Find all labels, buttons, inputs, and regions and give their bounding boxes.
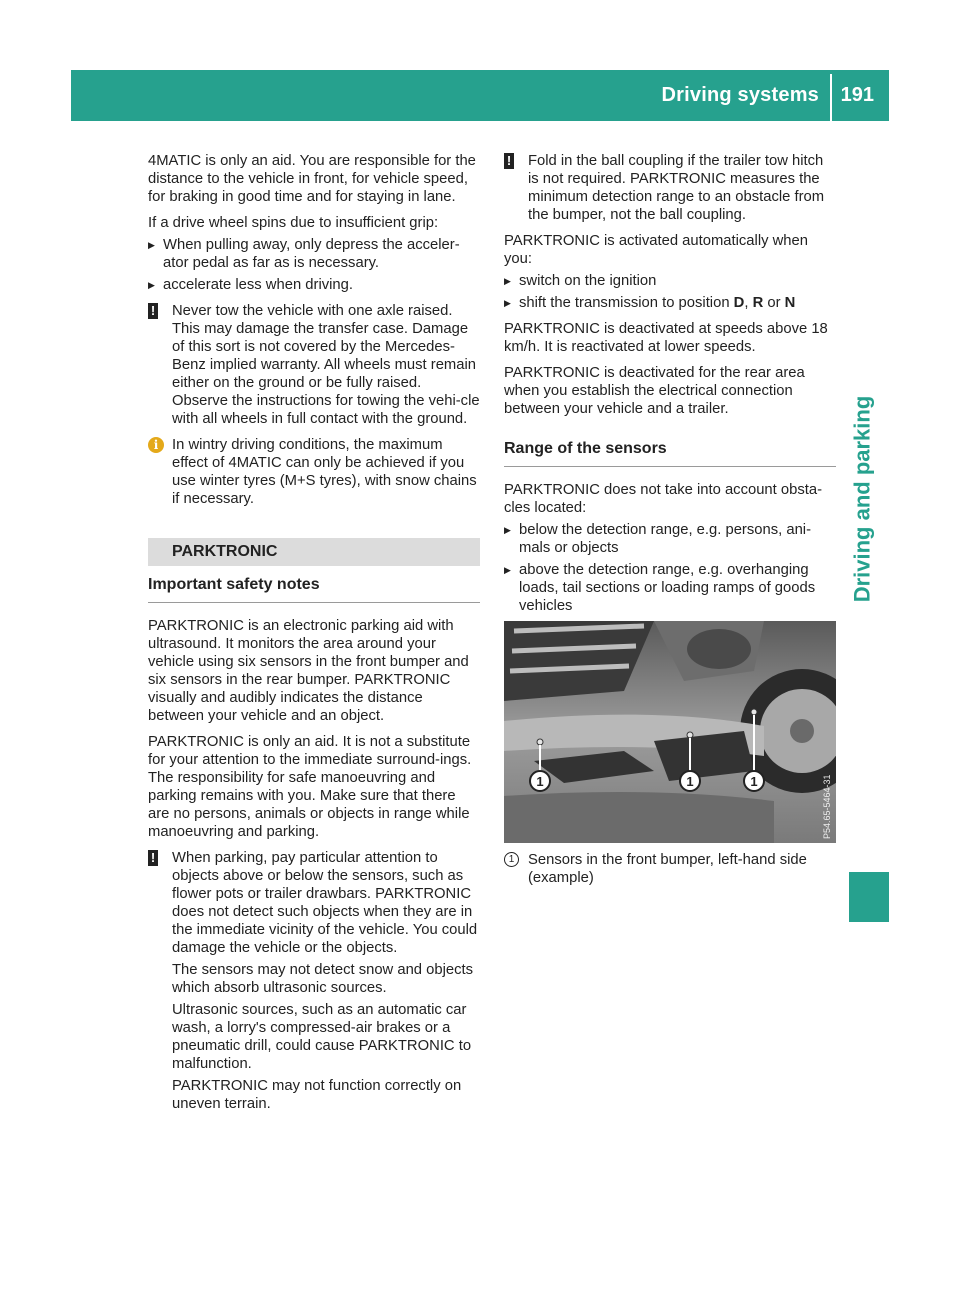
- warning-text: Never tow the vehicle with one axle raised. This may damage the transfer case. Damage of this sort is not covered by the Mercedes-Benz implied warranty. All wheels must remain either on the ground or be fully raised. Observe the instructions for towing the vehi-cle with all wheels in full contact with the ground.: [172, 303, 480, 427]
- gear-position-n: N: [784, 295, 796, 311]
- paragraph: PARKTRONIC is deactivated at speeds above 18 km/h. It is reactivated at lower speeds.: [504, 321, 828, 355]
- info-note: [148, 436, 480, 508]
- paragraph: PARKTRONIC is only an aid. It is not a substitute for your attention to the immediate surround-ings. The responsibility for safe manoeuvring and parking remains with you. Make sure that there are no persons, animals or objects in range while manoeuvring and parking.: [148, 734, 472, 840]
- bumper-illustration: [504, 621, 836, 843]
- list-item: ▶ below the detection range, e.g. persons, ani-mals or objects: [504, 521, 836, 557]
- callout-1: [530, 771, 550, 791]
- warning-icon: !: [148, 303, 158, 319]
- side-label-text: Driving and parking: [849, 395, 874, 603]
- paragraph: PARKTRONIC is an electronic parking aid with ultrasound. It monitors the area around your vehicle using six sensors in the front bumper and six sensors in the rear bumper. PARKTRONIC visually and audibly indicates the distance between your vehicle and an object.: [148, 618, 469, 724]
- gear-position-d: D: [733, 295, 745, 311]
- paragraph: PARKTRONIC is deactivated for the rear area when you establish the electrical connection between your vehicle and a trailer.: [504, 365, 805, 417]
- side-section-label: [834, 154, 890, 844]
- subheading: Range of the sensors: [504, 440, 836, 467]
- figure-caption: [504, 851, 836, 887]
- chapter-title: Driving systems: [661, 84, 819, 106]
- page-number: 191: [840, 84, 874, 106]
- list-item: [504, 294, 836, 312]
- paragraph: PARKTRONIC does not take into account obsta-cles located:: [504, 482, 823, 516]
- separator-text: or: [763, 295, 785, 311]
- gear-position-r: R: [752, 295, 764, 311]
- warning-note: [504, 152, 836, 224]
- right-column: [504, 152, 836, 887]
- left-column: [148, 152, 480, 1121]
- side-tab-marker: [849, 872, 889, 922]
- section-title: PARKTRONIC: [148, 538, 480, 566]
- warning-note: [148, 302, 480, 428]
- caption-text: Sensors in the front bumper, left-hand side (example): [528, 852, 807, 886]
- warning-text: When parking, pay particular attention to objects above or below the sensors, such as flower pots or trailer drawbars. PARKTRONIC does not detect such objects when they are in the immediate vicinity of the vehicle. You could damage the vehicle or the objects.: [172, 850, 478, 956]
- callout-1: [744, 771, 764, 791]
- paragraph: 4MATIC is only an aid. You are responsible for the distance to the vehicle in front, for vehicle speed, for braking in good time and for staying in lane.: [148, 153, 476, 205]
- header-separator: [830, 74, 832, 121]
- list-item: ▶ accelerate less when driving.: [148, 276, 480, 294]
- warning-text: Fold in the ball coupling if the trailer tow hitch is not required. PARKTRONIC measures the minimum detection range to an obstacle from the bumper, not the ball coupling.: [528, 153, 825, 223]
- separator-text: ,: [744, 295, 753, 311]
- bumper-sensor-figure: [504, 621, 836, 843]
- list-item: ▶ When pulling away, only depress the acceler-ator pedal as far as is necessary.: [148, 236, 480, 272]
- list-item: ▶ switch on the ignition: [504, 272, 836, 290]
- warning-text: The sensors may not detect snow and objects which absorb ultrasonic sources.: [172, 962, 474, 996]
- info-text: In wintry driving conditions, the maximum effect of 4MATIC can only be achieved if you use winter tyres (M+S tyres), with snow chains if necessary.: [172, 437, 477, 507]
- header-bar: [71, 70, 889, 121]
- warning-text: Ultrasonic sources, such as an automatic car wash, a lorry's compressed-air brakes or a pneumatic drill, could cause PARKTRONIC to malfunction.: [172, 1002, 472, 1072]
- paragraph: If a drive wheel spins due to insufficient grip:: [148, 215, 439, 231]
- svg-text:1: 1: [686, 774, 694, 789]
- list-item: ▶ above the detection range, e.g. overhanging loads, tail sections or loading ramps of goods vehicles: [504, 561, 836, 615]
- list-item-text: shift the transmission to position: [519, 295, 734, 311]
- figure-code: P54.65-5464-31: [822, 774, 832, 839]
- svg-text:1: 1: [750, 774, 758, 789]
- svg-text:1: 1: [536, 774, 544, 789]
- paragraph: PARKTRONIC is activated automatically when you:: [504, 233, 808, 267]
- warning-text: PARKTRONIC may not function correctly on uneven terrain.: [172, 1078, 462, 1112]
- subheading: Important safety notes: [148, 576, 480, 603]
- warning-note: [148, 849, 480, 1113]
- warning-icon: !: [148, 850, 158, 866]
- info-icon: i: [148, 437, 164, 453]
- callout-1: [680, 771, 700, 791]
- warning-icon: !: [504, 153, 514, 169]
- caption-number: 1: [504, 852, 519, 867]
